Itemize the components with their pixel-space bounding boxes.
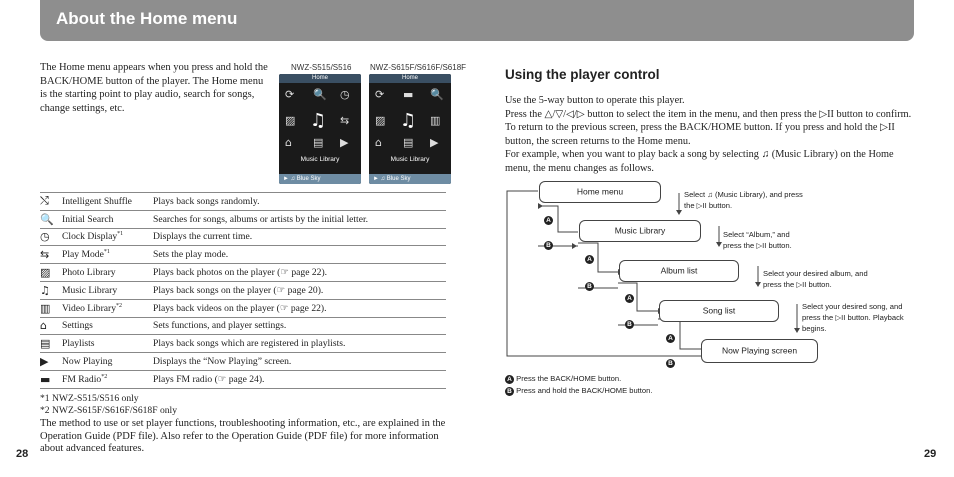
page-number-left: 28 (16, 448, 29, 460)
flow-marker-a: A (666, 334, 675, 343)
footnote-ref: *2 (116, 302, 123, 309)
music-icon: ♫ (40, 281, 62, 299)
instruction-1: Use the 5-way button to operate this player. (505, 95, 685, 106)
menu-item-description: Plays back photos on the player (☞ page 22). (153, 264, 446, 282)
footnote-2: *2 NWZ-S615F/S616F/S618F only (40, 405, 178, 416)
menu-item-description: Plays back songs which are registered in playlists. (153, 335, 446, 353)
footnote-ref: *1 (103, 249, 110, 256)
fm-radio-icon: ▬ (403, 88, 414, 101)
page-number-right: 29 (924, 448, 937, 460)
operation-guide-paragraph: The method to use or set player functions, troubleshooting information, etc., are explained in the Operation Guide (PDF file). Also refer to the Operation Guide (PDF file) for more information about advanced features. (40, 418, 446, 454)
flow-box-song-list: Song list (659, 300, 779, 322)
menu-item-name: Intelligent Shuffle (62, 193, 153, 211)
flow-step-2: Select “Album,” and press the ▷II button. (723, 230, 792, 250)
flow-box-music-library: Music Library (579, 220, 701, 242)
screen-footer: ► ♫ Blue Sky (279, 174, 361, 184)
menu-item-name: Clock Display$^{*1}$ (62, 228, 153, 246)
menu-item-name: Video Library$^{*2}$ (62, 299, 153, 317)
photo-icon: ▨ (375, 114, 386, 127)
now-playing-icon: ▶ (430, 136, 439, 149)
flow-marker-a: A (585, 255, 594, 264)
playlist-icon: ▤ (40, 335, 62, 353)
menu-item-description: Displays the current time. (153, 228, 446, 246)
menu-item-description: Sets the play mode. (153, 246, 446, 264)
flow-legend (505, 373, 652, 397)
menu-item-name: Photo Library (62, 264, 153, 282)
intro-paragraph: The Home menu appears when you press and hold the BACK/HOME button of the player. The Home menu is the starting point to play audio, search for songs, change settings, etc. (40, 62, 268, 114)
menu-item-description: Searches for songs, albums or artists by the initial letter. (153, 210, 446, 228)
menu-item-description: Plays back songs on the player (☞ page 20). (153, 281, 446, 299)
flow-marker-a: A (544, 216, 553, 225)
screen-selected-label: Music Library (300, 156, 340, 163)
legend-b-text: Press and hold the BACK/HOME button. (516, 386, 653, 395)
screen-footer: ► ♫ Blue Sky (369, 174, 451, 184)
footnote-1: *1 NWZ-S515/S516 only (40, 393, 139, 404)
legend-marker-b: B (505, 387, 514, 396)
model-label-1: NWZ-S515/S516 (291, 63, 352, 72)
menu-item-name: Playlists (62, 335, 153, 353)
video-icon: ▥ (430, 114, 441, 127)
play-mode-icon: ⇆ (340, 114, 350, 127)
settings-icon: ⌂ (285, 136, 292, 149)
legend-a-text: Press the BACK/HOME button. (516, 374, 622, 383)
shuffle-icon: ⟳ (375, 88, 385, 101)
now-playing-icon: ▶ (340, 136, 349, 149)
flow-marker-b: B (666, 359, 675, 368)
page-title: About the Home menu (56, 9, 238, 28)
flow-marker-a: A (625, 294, 634, 303)
music-icon: ♫ (310, 110, 327, 131)
photo-icon: ▨ (285, 114, 296, 127)
flow-box-now-playing: Now Playing screen (701, 339, 818, 363)
menu-item-description: Plays back videos on the player (☞ page 22). (153, 299, 446, 317)
flow-step-3: Select your desired album, and press the ▷II button. (763, 269, 868, 289)
menu-item-description: Displays the “Now Playing” screen. (153, 353, 446, 371)
menu-item-name: Play Mode$^{*1}$ (62, 246, 153, 264)
clock-icon: ◷ (40, 228, 62, 246)
menu-item-name: Music Library (62, 281, 153, 299)
playlist-icon: ▤ (313, 136, 324, 149)
search-icon: 🔍 (430, 88, 444, 101)
menu-item-description: Plays back songs randomly. (153, 193, 446, 211)
instruction-3: For example, when you want to play back a song by selecting ♫ (Music Library) on the Home menu, the menu changes as follows. (505, 149, 894, 174)
play-mode-icon: ⇆ (40, 246, 62, 264)
model-label-2: NWZ-S615F/S616F/S618F (370, 63, 467, 72)
screen-header: Home (279, 74, 361, 83)
instruction-2: Press the △/▽/◁/▷ button to select the item in the menu, and then press the ▷II button to confirm. To return to the previous screen, press the BACK/HOME button. If you press and hold the ▷II button, the screen returns to the Home menu. (505, 108, 912, 147)
settings-icon: ⌂ (375, 136, 382, 149)
screen-header: Home (369, 74, 451, 83)
search-icon: 🔍 (40, 210, 62, 228)
footnote-ref: *1 (117, 231, 124, 238)
menu-item-name: Now Playing (62, 353, 153, 371)
shuffle-icon: ⤭ (40, 193, 62, 211)
settings-icon: ⌂ (40, 317, 62, 335)
menu-item-description: Sets functions, and player settings. (153, 317, 446, 335)
flow-step-1: Select ♫ (Music Library), and press the ▷II button. (684, 190, 803, 210)
menu-item-description: Plays FM radio (☞ page 24). (153, 370, 446, 388)
menu-item-name: Settings (62, 317, 153, 335)
fm-radio-icon: ▬ (40, 370, 62, 388)
flow-marker-b: B (585, 282, 594, 291)
screen-selected-label: Music Library (390, 156, 430, 163)
playlist-icon: ▤ (403, 136, 414, 149)
search-icon: 🔍 (313, 88, 327, 101)
menu-item-name: FM Radio$^{*2}$ (62, 370, 153, 388)
shuffle-icon: ⟳ (285, 88, 295, 101)
section-heading: Using the player control (505, 67, 660, 82)
flow-box-album-list: Album list (619, 260, 739, 282)
now-playing-icon: ▶ (40, 353, 62, 371)
video-icon: ▥ (40, 299, 62, 317)
flow-box-home-menu: Home menu (539, 181, 661, 203)
flow-marker-b: B (625, 320, 634, 329)
menu-item-name: Initial Search (62, 210, 153, 228)
photo-icon: ▨ (40, 264, 62, 282)
legend-marker-a: A (505, 375, 514, 384)
flow-step-4: Select your desired song, and press the ▷II button. Playback begins. (802, 302, 904, 333)
music-icon: ♫ (400, 110, 417, 131)
clock-icon: ◷ (340, 88, 350, 101)
footnote-ref: *2 (101, 373, 108, 380)
flow-marker-b: B (544, 241, 553, 250)
